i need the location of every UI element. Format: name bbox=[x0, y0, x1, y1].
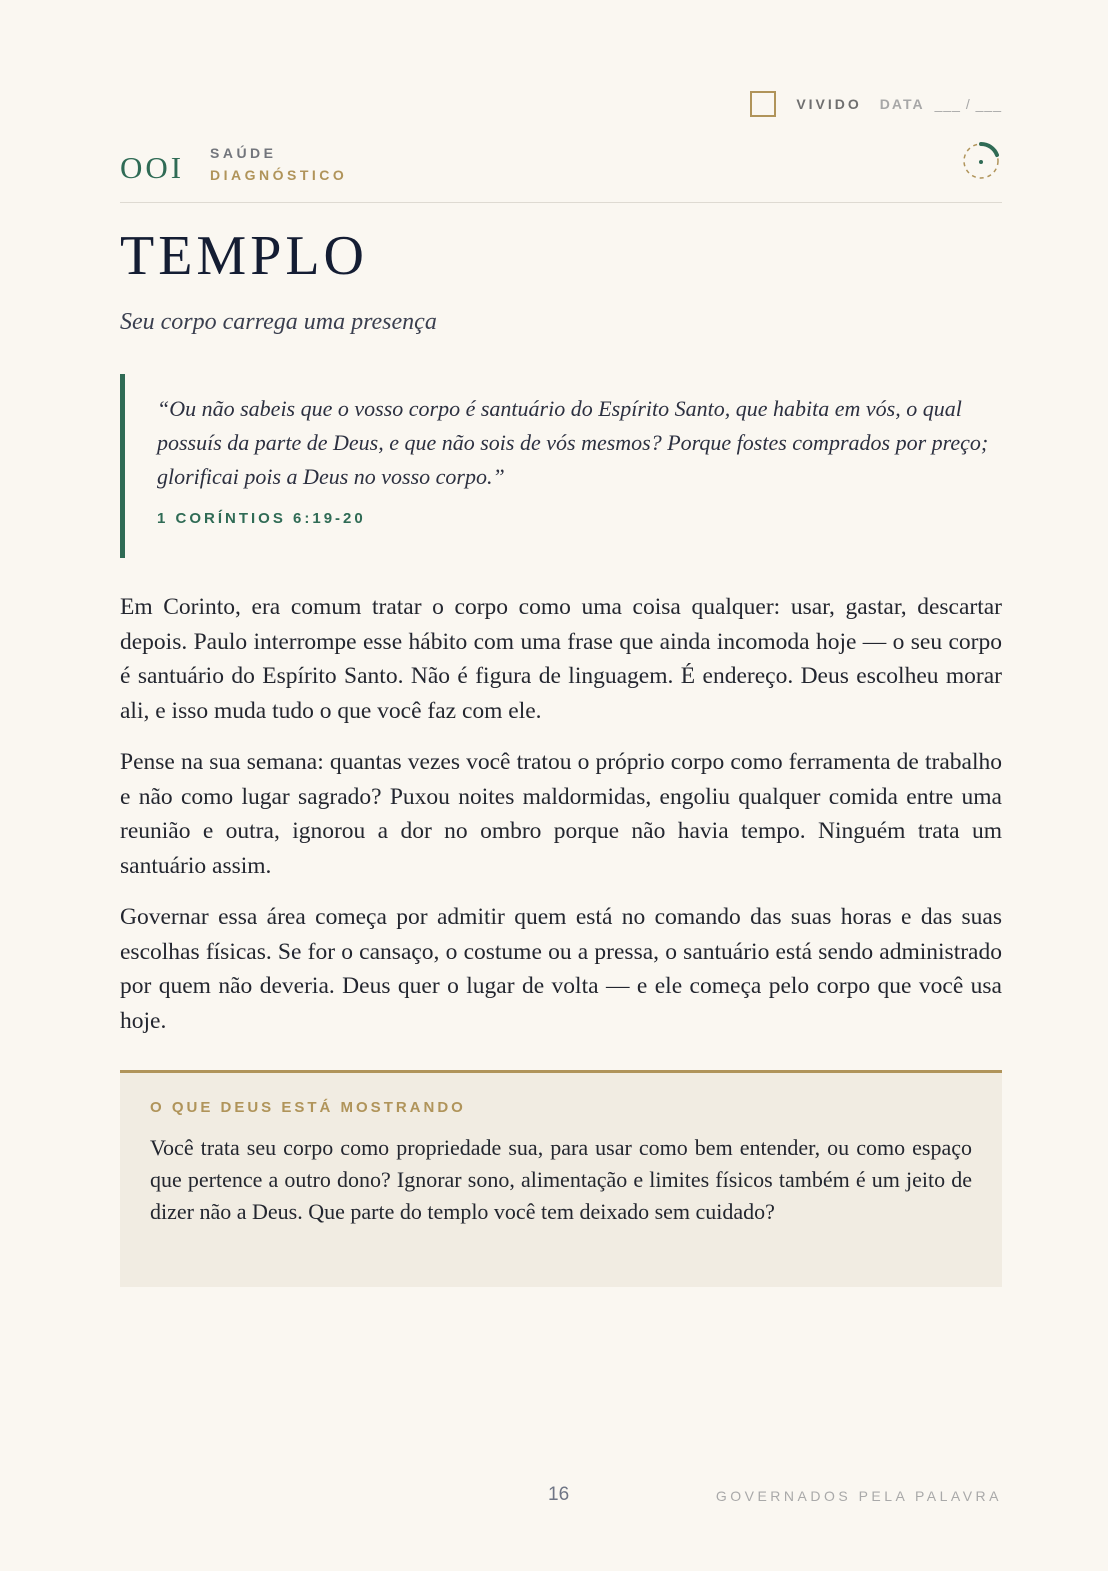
partial-circle-progress-icon bbox=[960, 140, 1002, 182]
vivido-label: VIVIDO bbox=[796, 96, 862, 112]
section-header bbox=[120, 138, 1002, 203]
category-block bbox=[210, 142, 347, 186]
scripture-quote bbox=[120, 374, 1002, 558]
body-paragraph: Pense na sua semana: quantas vezes você tratou o próprio corpo como ferramenta de trabalho e não como lugar sagrado? Puxou noites maldormidas, engoliu qualquer comida entre uma reunião e outra, ignorou a dor no ombro porque não havia tempo. Ninguém trata um santuário assim. bbox=[120, 749, 1002, 879]
page-subtitle: Seu corpo carrega uma presença bbox=[120, 309, 437, 335]
quote-reference: 1 CORÍNTIOS 6:19-20 bbox=[157, 510, 366, 527]
subcategory-label: DIAGNÓSTICO bbox=[210, 167, 348, 183]
footer-brand: GOVERNADOS PELA PALAVRA bbox=[715, 1488, 1002, 1504]
page-number: 16 bbox=[548, 1484, 570, 1505]
body-paragraph: Em Corinto, era comum tratar o corpo como uma coisa qualquer: usar, gastar, descartar depois. Paulo interrompe esse hábito com uma frase que ainda incomoda hoje — o seu corpo é santuário do Espírito Santo. Não é figura de linguagem. É endereço. Deus escolheu morar ali, e isso muda tudo o que você faz com ele. bbox=[120, 594, 1002, 724]
category-label: SAÚDE bbox=[210, 145, 277, 161]
page-title: TEMPLO bbox=[120, 225, 368, 287]
body-text bbox=[120, 590, 1002, 1055]
date-label: DATA bbox=[879, 96, 925, 112]
reflection-text: Você trata seu corpo como propriedade sua, para usar como bem entender, ou como espaço que pertence a outro dono? Ignorar sono, alimentação e limites físicos também é um jeito de dizer não a Deus. Que parte do templo você tem deixado sem cuidado? bbox=[150, 1135, 972, 1224]
reflection-title: O QUE DEUS ESTÁ MOSTRANDO bbox=[150, 1099, 466, 1116]
status-row bbox=[750, 89, 1002, 119]
vivido-checkbox[interactable] bbox=[750, 91, 776, 117]
body-paragraph: Governar essa área começa por admitir quem está no comando das suas horas e das suas escolhas físicas. Se for o cansaço, o costume ou a pressa, o santuário está sendo administrado por quem não deveria. Deus quer o lugar de volta — e ele começa pelo corpo que você usa hoje. bbox=[120, 904, 1002, 1034]
page bbox=[120, 0, 1002, 1571]
date-field[interactable]: ___ / ___ bbox=[934, 96, 1002, 112]
reflection-box bbox=[120, 1070, 1002, 1287]
section-number: OOI bbox=[120, 150, 185, 185]
quote-text: “Ou não sabeis que o vosso corpo é santuário do Espírito Santo, que habita em vós, o qual possuís da parte de Deus, e que não sois de vós mesmos? Porque fostes comprados por preço; glorificai pois a Deus no vosso corpo.” bbox=[157, 396, 989, 489]
